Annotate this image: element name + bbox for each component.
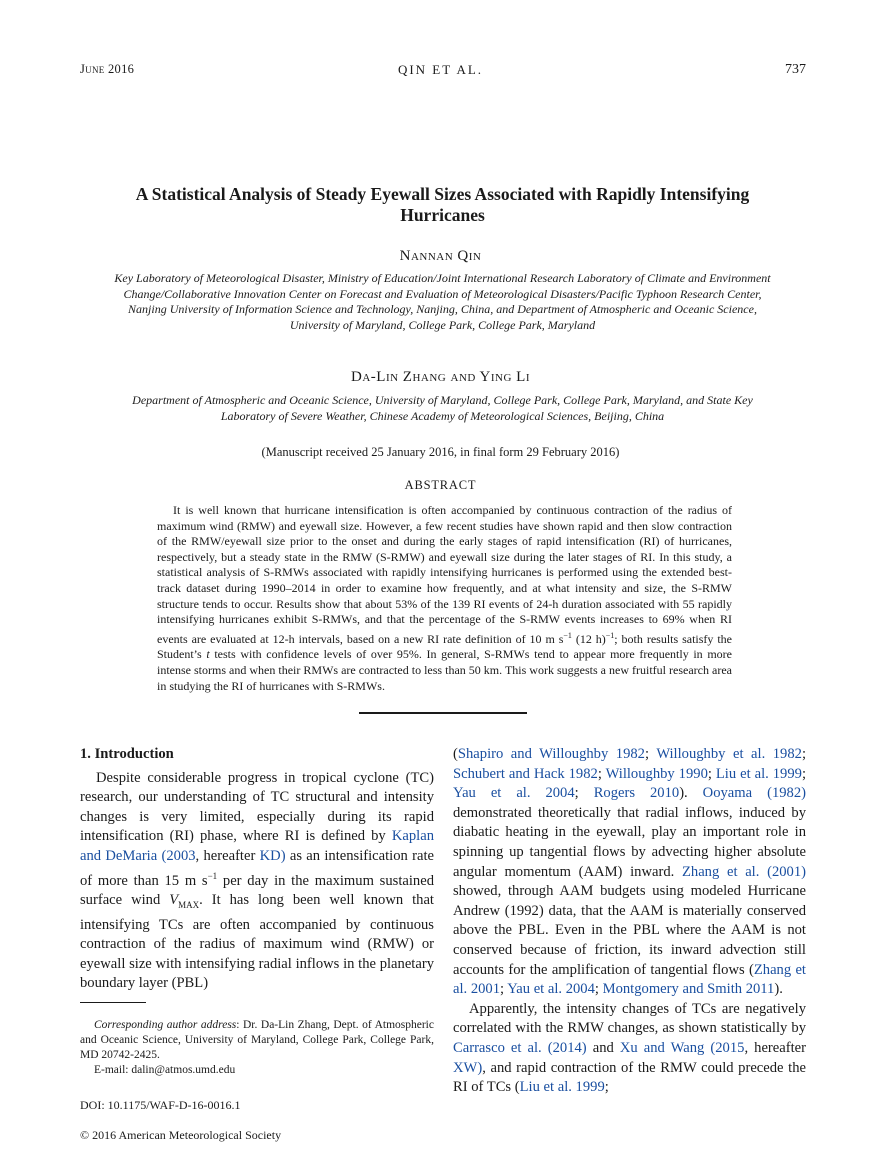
- ref-shapiro[interactable]: Shapiro and Willoughby 1982: [457, 746, 645, 762]
- footnote-email: E-mail: dalin@atmos.umd.edu: [94, 1064, 236, 1076]
- paper-title: A Statistical Analysis of Steady Eyewall Sizes Associated with Rapidly Intensifying Hurricanes: [135, 184, 750, 225]
- ref-willoughby-1982[interactable]: Willoughby et al. 1982: [656, 746, 802, 762]
- author-2: Da-Lin Zhang and Ying Li: [351, 369, 530, 385]
- page-number: 737: [785, 62, 806, 77]
- author-1: Nannan Qin: [399, 248, 482, 264]
- footnote-rule: [80, 1002, 146, 1003]
- right-column: [453, 745, 806, 1098]
- ref-ooyama[interactable]: Ooyama (1982): [702, 785, 806, 802]
- doi: DOI: 10.1175/WAF-D-16-0016.1: [80, 1098, 241, 1112]
- intro-paragraph-1: Despite considerable progress in tropical cyclone (TC) research, our understanding of TC structural and intensity changes is very limited, especially during its rapid intensification (RI) phase, where RI is defined by Kaplan and DeMaria (2003, hereafter KD) as an intensification rate of more than 15 m $s^{-1}$ per day in the maximum sustained surface wind $V_{MAX}$. It has long been well known that intensifying TCs are often accompanied by continuous contraction of the radius of maximum wind (RMW) or eyewall size with intensifying radial inflows in the planetary boundary layer (PBL): [80, 769, 434, 992]
- copyright: © 2016 American Meteorological Society: [80, 1128, 282, 1142]
- ref-schubert[interactable]: Schubert and Hack 1982: [453, 765, 598, 782]
- ref-yau-2004-b[interactable]: Yau et al. 2004: [507, 981, 595, 998]
- ref-willoughby-1990[interactable]: Willoughby 1990: [605, 765, 708, 782]
- ref-xu-wang[interactable]: Xu and Wang (2015: [619, 1039, 745, 1056]
- ref-kaplan-demaria[interactable]: Kaplan and DeMaria (2003: [80, 828, 434, 864]
- ref-xw[interactable]: XW): [453, 1059, 483, 1076]
- ref-kd[interactable]: KD): [259, 847, 286, 864]
- affiliation-1: Key Laboratory of Meteorological Disaster, Ministry of Education/Joint International Research Laboratory of Climate and Environment Change/Collaborative Innovation Center on Forecast and Evaluation of Meteorological Disasters/Pacific Typhoon Research Center, Nanjing University of Information Science and Technology, Nanjing, China, and Department of Atmospheric and Oceanic Science, University of Maryland, College Park, College Park, Maryland: [114, 271, 771, 332]
- running-header-authors: QIN ET AL.: [397, 62, 484, 77]
- ref-liu-1999-b[interactable]: Liu et al. 1999: [519, 1079, 605, 1096]
- footnote: Corresponding author address: Dr. Da-Lin Zhang, Dept. of Atmospheric and Oceanic Science, University of Maryland, College Park, College Park, MD 20742-2425. E-mail: dalin@atmos.umd.edu: [80, 1019, 434, 1076]
- ref-zhang-2001-b[interactable]: Zhang et al. 2001: [453, 961, 806, 998]
- footnote-label: Corresponding author address: [94, 1019, 237, 1031]
- ref-carrasco[interactable]: Carrasco et al. (2014): [453, 1039, 587, 1056]
- ref-montgomery[interactable]: Montgomery and Smith 2011: [602, 981, 775, 998]
- ref-zhang-2001[interactable]: Zhang et al. (2001): [681, 863, 806, 880]
- affiliation-2: Department of Atmospheric and Oceanic Science, University of Maryland, College Park, College Park, Maryland, and State Key Laboratory of Severe Weather, Chinese Academy of Meteorological Sciences, Beijing, China: [132, 393, 753, 423]
- ref-yau-2004[interactable]: Yau et al. 2004: [453, 785, 575, 802]
- running-header-date: June 2016: [80, 62, 135, 76]
- manuscript-dates: (Manuscript received 25 January 2016, in final form 29 February 2016): [261, 445, 620, 459]
- section-heading: 1. Introduction: [80, 746, 174, 762]
- abstract-text: It is well known that hurricane intensification is often accompanied by continuous contraction of the radius of maximum wind (RMW) and eyewall size. However, a few recent studies have shown rapid and then slow contraction of the RMW/eyewall size prior to the onset and during the early stages of rapid intensification (RI) of hurricanes, respectively, but a steady state in the RMW (S-RMW) and eyewall size during the later stages of RI. In this study, a statistical analysis of S-RMWs associated with rapidly intensifying hurricanes is performed using the extended best-track dataset during 1990–2014 in order to examine how frequently, and at what intensity and size, the S-RMW structure tends to occur. Results show that about 53% of the 139 RI events of 24-h duration associated with 55 rapidly intensifying hurricanes exhibit S-RMWs, and that the percentage of the S-RMW events increases to 69% when RI events are evaluated at 12-h intervals, based on a new RI rate definition of 10 m $s^{-1}$ (12 h)$^{-1}$; both results satisfy the Student’s t tests with confidence levels of over 95%. In general, S-RMWs tend to appear more frequently in more intense storms and when their RMWs are contracted to less than 50 km. This work suggests a new fruitful research area in studying the RI of hurricanes with S-RMWs.: [157, 503, 732, 693]
- abstract-heading: ABSTRACT: [404, 478, 477, 492]
- intro-paragraph-1-cont: (Shapiro and Willoughby 1982; Willoughby et al. 1982; Schubert and Hack 1982; Willoughby 1990; Liu et al. 1999; Yau et al. 2004; Rogers 2010). Ooyama (1982) demonstrated theoretically that radial inflows, induced by diabatic heating in the eyewall, play an important role in spinning up tangential flows by advecting higher absolute angular momentum (AAM) inward. Zhang et al. (2001) showed, through AAM budgets using modeled Hurricane Andrew (1992) data, that the AAM is materially conserved above the PBL. Even in the PBL where the AAM is not conserved because of friction, its inward advection still accounts for the amplification of tangential flows (Zhang et al. 2001; Yau et al. 2004; Montgomery and Smith 2011).: [453, 746, 806, 998]
- intro-paragraph-2: Apparently, the intensity changes of TCs are negatively correlated with the RMW changes, as shown statistically by Carrasco et al. (2014) and Xu and Wang (2015, hereafter XW), and rapid contraction of the RMW could precede the RI of TCs (Liu et al. 1999;: [453, 1000, 806, 1096]
- ref-rogers[interactable]: Rogers 2010: [593, 785, 680, 802]
- section-divider: [359, 712, 527, 714]
- left-column: [80, 745, 434, 994]
- ref-liu-1999[interactable]: Liu et al. 1999: [715, 765, 802, 782]
